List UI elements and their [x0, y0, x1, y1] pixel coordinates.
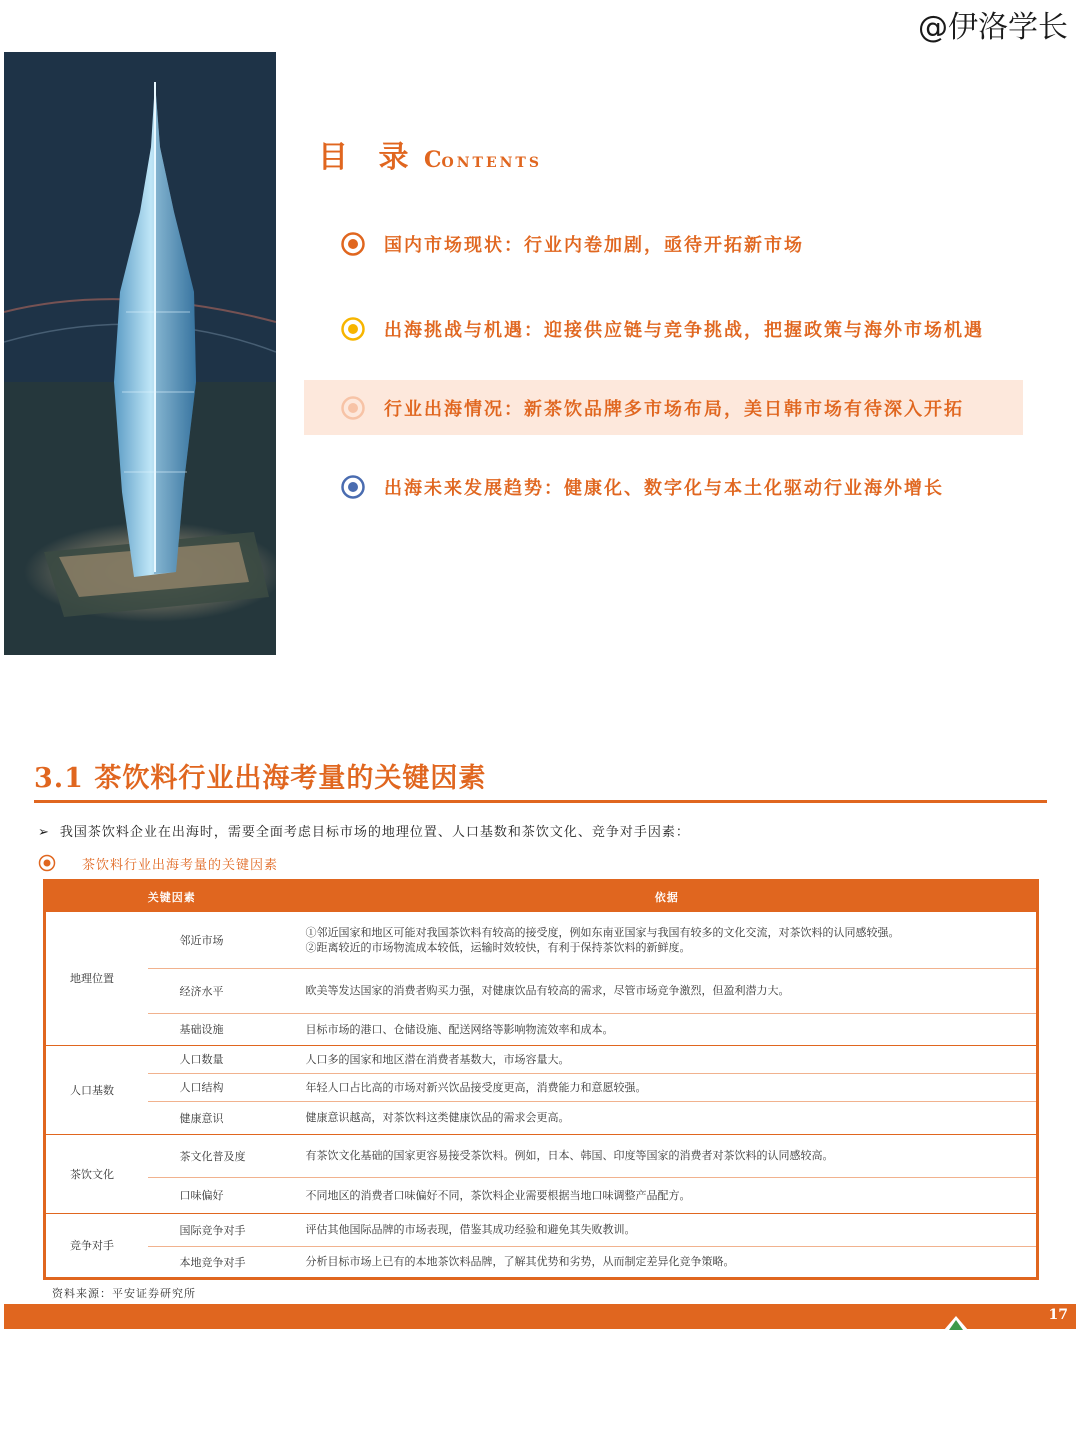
table-row	[45, 1246, 1038, 1278]
basis-line: ②距离较近的市场物流成本较低，运输时效较快，有利于保持茶饮料的新鲜度。	[305, 940, 691, 954]
yellow-ring-icon	[340, 316, 366, 342]
contents-title-en-cap: C	[424, 147, 442, 173]
table-row	[45, 1213, 1038, 1246]
header-basis: 依据	[298, 881, 1038, 913]
section-divider	[34, 800, 1047, 803]
table-row	[45, 1073, 1038, 1101]
table-row	[45, 1177, 1038, 1213]
section-title: 3.1 茶饮料行业出海考量的关键因素	[34, 763, 487, 794]
watermark: @伊洛学长	[918, 10, 1068, 45]
table-caption-text: 茶饮料行业出海考量的关键因素	[82, 857, 279, 873]
basis-line: ①邻近国家和地区可能对我国茶饮料有较高的接受度，例如东南亚国家与我国有较多的文化交流，对茶饮料的认同感较强。	[305, 925, 900, 939]
toc-item-2-text: 出海挑战与机遇：迎接供应链与竞争挑战，把握政策与海外市场机遇	[384, 320, 984, 341]
toc-item-4-text: 出海未来发展趋势：健康化、数字化与本土化驱动行业海外增长	[384, 478, 944, 499]
factor-cell: 口味偏好	[148, 1177, 298, 1213]
contents-title-en-rest: ONTENTS	[441, 155, 542, 171]
blue-ring-icon	[340, 474, 366, 500]
category-cell: 茶饮文化	[45, 1134, 148, 1213]
category-cell: 地理位置	[45, 912, 148, 1045]
key-factors-table	[43, 879, 1039, 1280]
factor-cell: 人口数量	[148, 1045, 298, 1073]
basis-cell: 评估其他国际品牌的市场表现，借鉴其成功经验和避免其失败教训。	[298, 1213, 1038, 1246]
contents-title	[318, 132, 542, 176]
factor-cell: 国际竞争对手	[148, 1213, 298, 1246]
factor-cell: 基础设施	[148, 1013, 298, 1045]
category-cell: 人口基数	[45, 1045, 148, 1134]
contents-title-en	[424, 147, 542, 173]
toc-item-1[interactable]	[340, 218, 804, 270]
basis-cell	[298, 912, 1038, 968]
brand-logo-icon	[944, 1316, 968, 1330]
source-note: 资料来源：平安证券研究所	[52, 1287, 196, 1300]
page-number: 17	[1048, 1307, 1068, 1323]
header-key-factor: 关键因素	[45, 881, 298, 913]
factor-cell: 人口结构	[148, 1073, 298, 1101]
toc-item-4[interactable]	[340, 461, 944, 513]
table-row	[45, 1013, 1038, 1045]
toc-item-3-text: 行业出海情况：新茶饮品牌多市场布局，美日韩市场有待深入开拓	[384, 399, 964, 420]
table-row	[45, 912, 1038, 968]
basis-cell: 人口多的国家和地区潜在消费者基数大，市场容量大。	[298, 1045, 1038, 1073]
table-row	[45, 1134, 1038, 1177]
basis-cell: 年轻人口占比高的市场对新兴饮品接受度更高，消费能力和意愿较强。	[298, 1073, 1038, 1101]
toc-item-1-text: 国内市场现状：行业内卷加剧，亟待开拓新市场	[384, 235, 804, 256]
factor-cell: 本地竞争对手	[148, 1246, 298, 1278]
footer-bar	[4, 1304, 1076, 1329]
factor-cell: 茶文化普及度	[148, 1134, 298, 1177]
orange-ring-icon	[340, 231, 366, 257]
basis-cell: 有茶饮文化基础的国家更容易接受茶饮料。例如，日本、韩国、印度等国家的消费者对茶饮料的认同感较高。	[298, 1134, 1038, 1177]
basis-cell: 不同地区的消费者口味偏好不同，茶饮料企业需要根据当地口味调整产品配方。	[298, 1177, 1038, 1213]
arrow-bullet-icon: ➢	[38, 825, 50, 840]
basis-cell: 目标市场的港口、仓储设施、配送网络等影响物流效率和成本。	[298, 1013, 1038, 1045]
skyscraper-photo	[4, 52, 276, 655]
table-row	[45, 1101, 1038, 1134]
caption-ring-icon	[38, 854, 56, 872]
table-header-row	[45, 881, 1038, 913]
intro-text-body: 我国茶饮料企业在出海时，需要全面考虑目标市场的地理位置、人口基数和茶饮文化、竞争对手因素：	[59, 825, 690, 840]
toc-item-3[interactable]	[340, 382, 964, 434]
intro-text	[38, 821, 690, 840]
toc-item-2[interactable]	[340, 303, 984, 355]
factor-cell: 健康意识	[148, 1101, 298, 1134]
table-row	[45, 1045, 1038, 1073]
basis-cell: 分析目标市场上已有的本地茶饮料品牌，了解其优势和劣势，从而制定差异化竞争策略。	[298, 1246, 1038, 1278]
basis-cell: 欧美等发达国家的消费者购买力强，对健康饮品有较高的需求，尽管市场竞争激烈，但盈利潜力大。	[298, 968, 1038, 1013]
table-caption	[38, 853, 278, 873]
light-ring-icon	[340, 395, 366, 421]
category-cell: 竞争对手	[45, 1213, 148, 1278]
contents-title-cn: 目 录	[318, 140, 419, 175]
factor-cell: 邻近市场	[148, 912, 298, 968]
table-row	[45, 968, 1038, 1013]
basis-cell: 健康意识越高，对茶饮料这类健康饮品的需求会更高。	[298, 1101, 1038, 1134]
factor-cell: 经济水平	[148, 968, 298, 1013]
